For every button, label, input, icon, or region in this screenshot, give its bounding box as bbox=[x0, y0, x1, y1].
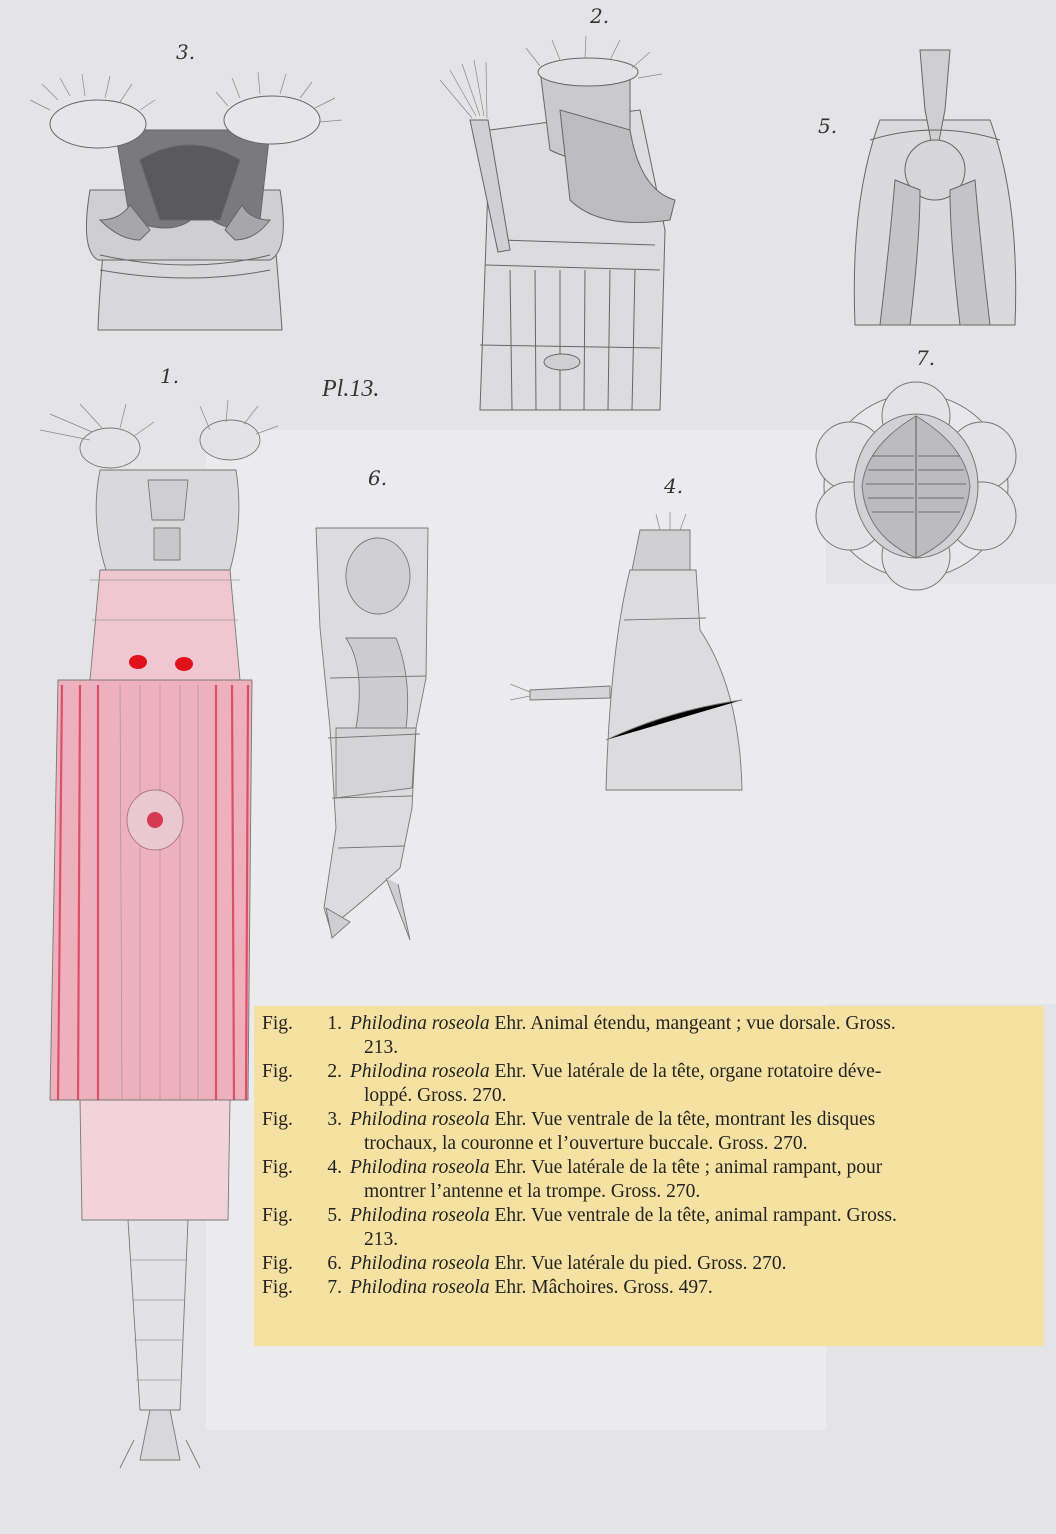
caption-fig-number: 5. bbox=[327, 1205, 342, 1226]
figure-5-ventral-head bbox=[850, 40, 1020, 325]
figure-7-jaws bbox=[806, 386, 1026, 586]
caption-description: Vue latérale du pied. Gross. 270. bbox=[530, 1253, 787, 1274]
caption-fig-number: 1. bbox=[327, 1013, 342, 1034]
caption-continuation: 213. bbox=[364, 1229, 399, 1250]
figure-number-6: 6. bbox=[368, 466, 388, 490]
caption-row bbox=[262, 1060, 1034, 1108]
figure-number-7: 7. bbox=[916, 346, 936, 370]
figure-number-4: 4. bbox=[664, 474, 684, 498]
caption-fig-label: Fig. bbox=[262, 1109, 293, 1130]
caption-author: Ehr. bbox=[494, 1109, 527, 1130]
caption-author: Ehr. bbox=[494, 1061, 527, 1082]
caption-description: Vue latérale de la tête ; animal rampant, pour bbox=[530, 1157, 883, 1178]
caption-text bbox=[350, 1108, 1034, 1156]
caption-text bbox=[350, 1252, 1034, 1276]
caption-fig-label: Fig. bbox=[262, 1013, 293, 1034]
caption-author: Ehr. bbox=[494, 1277, 527, 1298]
caption-species: Philodina roseola bbox=[350, 1277, 490, 1298]
caption-species: Philodina roseola bbox=[350, 1013, 490, 1034]
caption-description: Mâchoires. Gross. 497. bbox=[531, 1277, 713, 1298]
caption-author: Ehr. bbox=[494, 1013, 527, 1034]
caption-row bbox=[262, 1156, 1034, 1204]
caption-text bbox=[350, 1276, 1034, 1300]
figure-4-lateral-head bbox=[510, 510, 750, 790]
caption-text bbox=[350, 1156, 1034, 1204]
caption-author: Ehr. bbox=[494, 1253, 527, 1274]
caption-description: Vue ventrale de la tête, animal rampant. Gross. bbox=[530, 1205, 897, 1226]
caption-fig-number: 4. bbox=[327, 1157, 342, 1178]
caption-fig-number: 7. bbox=[327, 1277, 342, 1298]
caption-fig-number: 6. bbox=[327, 1253, 342, 1274]
caption-continuation: trochaux, la couronne et l’ouverture buccale. Gross. 270. bbox=[364, 1133, 808, 1154]
caption-fig-label: Fig. bbox=[262, 1277, 293, 1298]
caption-row bbox=[262, 1108, 1034, 1156]
caption-species: Philodina roseola bbox=[350, 1061, 490, 1082]
caption-description: Animal étendu, mangeant ; vue dorsale. Gross. bbox=[530, 1013, 896, 1034]
caption-description: Vue latérale de la tête, organe rotatoire déve- bbox=[530, 1061, 882, 1082]
figure-number-3: 3. bbox=[176, 40, 196, 64]
plate-label: Pl.13. bbox=[322, 376, 380, 402]
caption-row bbox=[262, 1252, 1034, 1276]
caption-continuation: montrer l’antenne et la trompe. Gross. 270. bbox=[364, 1181, 701, 1202]
caption-text bbox=[350, 1060, 1034, 1108]
caption-species: Philodina roseola bbox=[350, 1253, 490, 1274]
caption-fig-label: Fig. bbox=[262, 1061, 293, 1082]
figure-6-foot bbox=[316, 528, 436, 948]
caption-row bbox=[262, 1276, 1034, 1300]
caption-author: Ehr. bbox=[494, 1157, 527, 1178]
caption-species: Philodina roseola bbox=[350, 1157, 490, 1178]
caption-fig-number: 2. bbox=[327, 1061, 342, 1082]
caption-block bbox=[254, 1006, 1044, 1346]
caption-fig-label: Fig. bbox=[262, 1253, 293, 1274]
caption-species: Philodina roseola bbox=[350, 1109, 490, 1130]
caption-continuation: loppé. Gross. 270. bbox=[364, 1085, 507, 1106]
caption-fig-label: Fig. bbox=[262, 1157, 293, 1178]
figure-3-ventral-head bbox=[20, 70, 350, 330]
figure-number-1: 1. bbox=[160, 364, 180, 388]
figure-number-5: 5. bbox=[818, 114, 838, 138]
caption-continuation: 213. bbox=[364, 1037, 399, 1058]
paper-patch bbox=[826, 584, 1056, 1004]
caption-fig-number: 3. bbox=[327, 1109, 342, 1130]
caption-description: Vue ventrale de la tête, montrant les disques bbox=[530, 1109, 876, 1130]
caption-author: Ehr. bbox=[494, 1205, 527, 1226]
caption-text bbox=[350, 1012, 1034, 1060]
caption-fig-label: Fig. bbox=[262, 1205, 293, 1226]
caption-species: Philodina roseola bbox=[350, 1205, 490, 1226]
caption-row bbox=[262, 1012, 1034, 1060]
figure-2-lateral-head bbox=[440, 30, 700, 410]
figure-1-full-animal bbox=[30, 400, 280, 1530]
caption-row bbox=[262, 1204, 1034, 1252]
caption-text bbox=[350, 1204, 1034, 1252]
figure-number-2: 2. bbox=[590, 4, 610, 28]
